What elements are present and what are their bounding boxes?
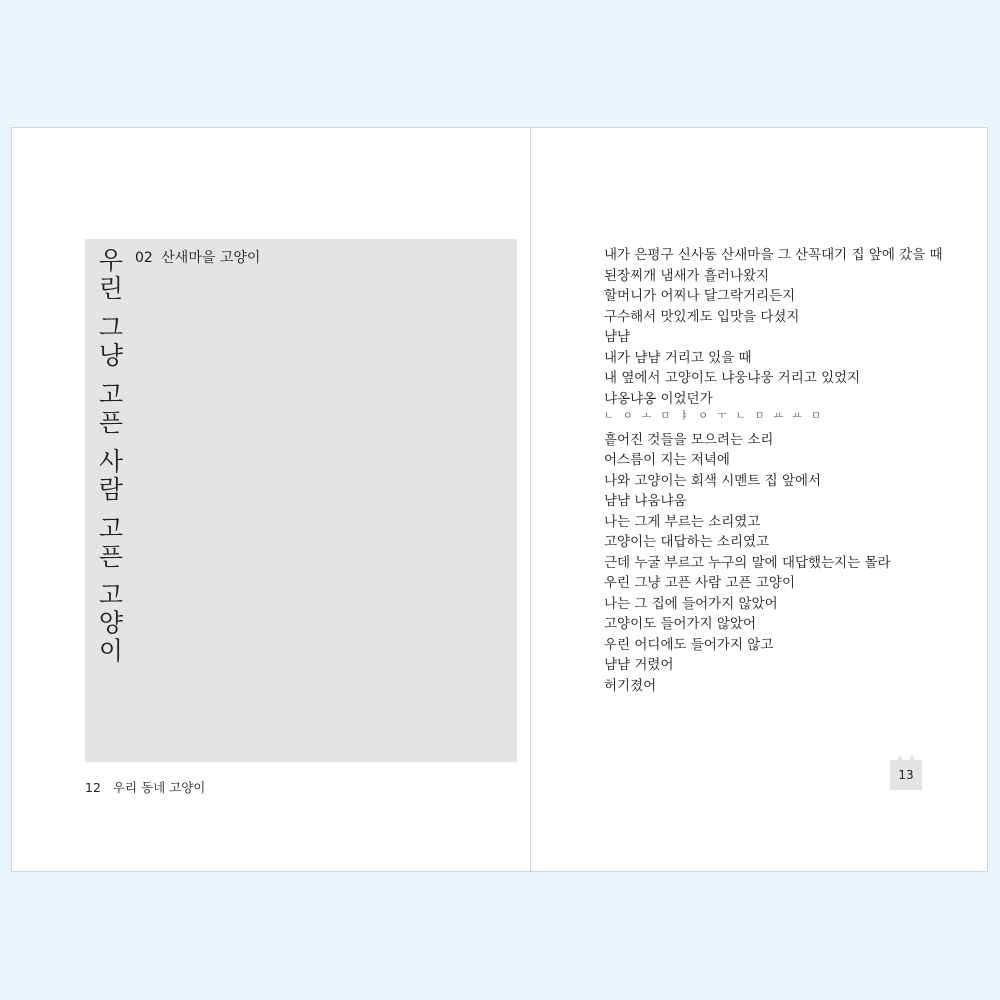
poem-text <box>604 245 949 696</box>
poem-line: 냠냠 냐움냐움 <box>604 493 687 509</box>
poem-line: 나는 그게 부르는 소리였고 <box>604 513 761 530</box>
poem-line: 구수해서 맛있게도 입맛을 다셨지 <box>604 308 800 325</box>
left-page-footer <box>85 778 205 796</box>
chapter-title: 산새마을 고양이 <box>161 250 261 266</box>
book-spread <box>11 127 988 872</box>
left-page-number: 12 <box>85 780 101 795</box>
poem-line: 냠냠 <box>604 329 631 345</box>
right-page-number: 13 <box>898 768 914 782</box>
left-page <box>12 128 530 871</box>
poem-line: 흩어진 것들을 모으려는 소리 <box>604 431 774 448</box>
cat-ears-icon <box>897 755 915 760</box>
vertical-title: 우린 그냥 고픈 사람 고픈 고양이 <box>95 247 124 666</box>
right-page-number-badge <box>890 760 922 790</box>
poem-line: 내 옆에서 고양이도 냐웅냐웅 거리고 있었지 <box>604 370 861 386</box>
poem-line: 나는 그 집에 들어가지 않았어 <box>604 595 778 612</box>
poem-line-jamo: ㄴ ㅇ ㅗ ㅁ ㅑ ㅇ ㅜ ㄴ ㅁ ㅛ ㅛ ㅁ <box>604 411 824 422</box>
chapter-number: 02 <box>135 250 153 266</box>
poem-line: 할머니가 어찌나 달그락거리든지 <box>604 288 796 304</box>
poem-line: 된장찌개 냄새가 흘러나왔지 <box>604 267 770 284</box>
right-page <box>531 128 989 871</box>
poem-line: 내가 냠냠 거리고 있을 때 <box>604 349 752 366</box>
poem-line: 냠냠 거렸어 <box>604 657 674 673</box>
poem-line: 냐옹냐옹 이었던가 <box>604 390 713 407</box>
poem-line: 나와 고양이는 회색 시멘트 집 앞에서 <box>604 472 822 489</box>
poem-line: 고양이도 들어가지 않았어 <box>604 616 757 632</box>
chapter-heading <box>135 247 260 267</box>
poem-line: 우린 어디에도 들어가지 않고 <box>604 636 774 653</box>
poem-line: 내가 은평구 신사동 산새마을 그 산꼭대기 집 앞에 갔을 때 <box>604 247 943 263</box>
poem-line: 우린 그냥 고픈 사람 고픈 고양이 <box>604 575 795 591</box>
poem-line: 어스름이 지는 저녁에 <box>604 452 730 468</box>
poem-line: 허기졌어 <box>604 677 657 694</box>
title-panel <box>85 239 517 762</box>
running-title: 우리 동네 고양이 <box>112 780 206 795</box>
poem-line: 근데 누굴 부르고 누구의 말에 대답했는지는 몰라 <box>604 554 891 571</box>
poem-line: 고양이는 대답하는 소리였고 <box>604 534 770 550</box>
